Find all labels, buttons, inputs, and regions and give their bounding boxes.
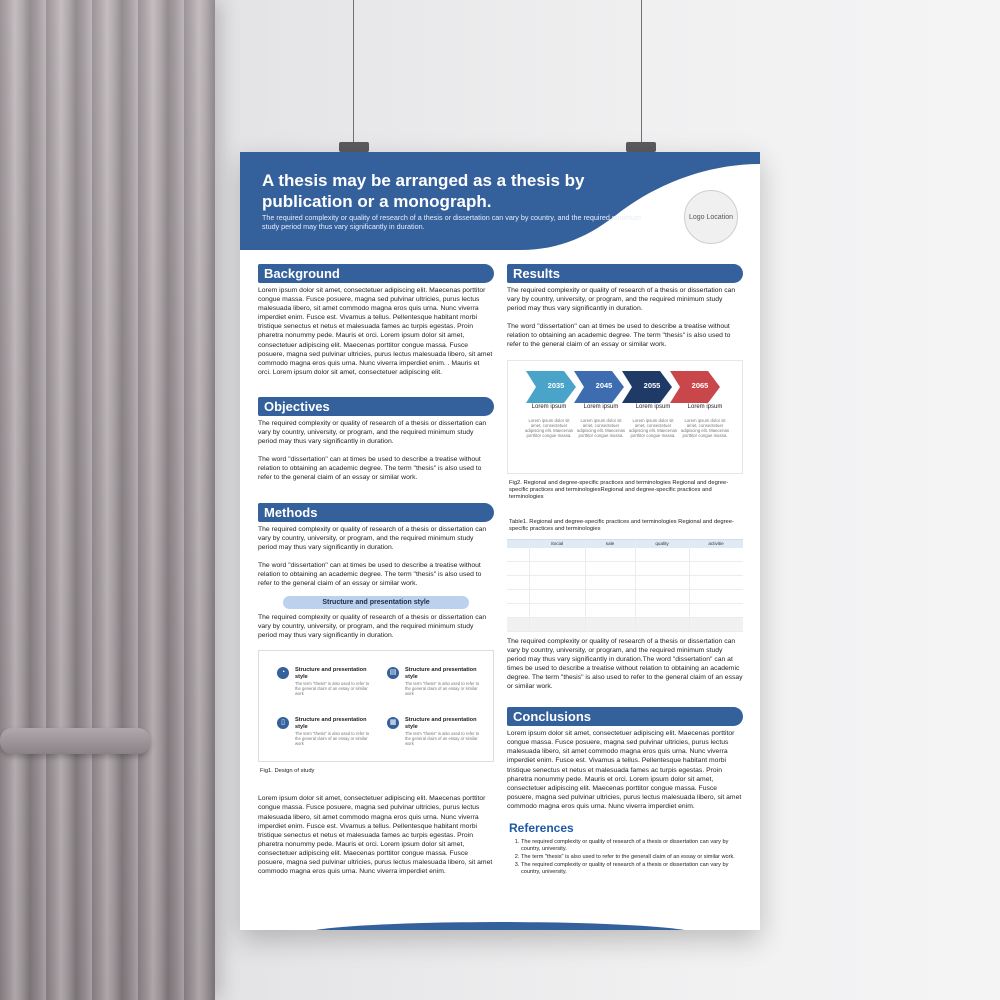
timeline-label: Lorem ipsum: [687, 403, 723, 410]
poster-header: [240, 152, 760, 252]
references-heading: References: [509, 820, 574, 835]
table-header-cell: [507, 540, 529, 548]
methods-paragraph-1: The required complexity or quality of research of a thesis or dissertation can vary by country, university, or program, and the required minimum study period may thus vary significantly in duration.: [258, 525, 487, 551]
timeline-year: 2045: [595, 380, 613, 390]
study-design-figure: [258, 650, 494, 762]
table-header-cell: Social: [550, 540, 564, 546]
methods-paragraph-3: The required complexity or quality of research of a thesis or dissertation can vary by country, university, or program, and the required minimum study period may thus vary significantly in duration.: [258, 614, 487, 640]
objectives-paragraph-2: The word "dissertation" can at times be used to describe a treatise without relation to obtaining an academic degree. The term "thesis" is also used to refer to the general claim of an essay or similar work.: [258, 456, 482, 482]
figure1-caption: Fig1. Design of study: [260, 768, 315, 775]
figure-item-title: Structure and presentation style: [405, 667, 477, 680]
timeline-label: Lorem ipsum: [583, 403, 619, 410]
table-column-divider: [585, 540, 586, 630]
table-header-cell: quality: [655, 540, 669, 546]
left-column: [258, 264, 494, 876]
methods-paragraph-2: The word "dissertation" can at times be used to describe a treatise without relation to obtaining an academic degree. The term "thesis" is also used to refer to the general claim of an essay or similar work.: [258, 561, 482, 587]
table-row: [507, 548, 743, 562]
poster-subtitle: The required complexity or quality of research of a thesis or dissertation can vary by country, and the required minimum study period may thus vary significantly in duration.: [262, 213, 641, 231]
section-heading-methods: Methods: [258, 503, 494, 522]
reference-item: 2. The term "thesis" is also used to refer to the generall claim of an essay or similar work.: [521, 854, 743, 861]
poster-footer-shape: [300, 922, 700, 930]
references-list: [507, 839, 743, 876]
grid-icon: ▦: [387, 717, 399, 729]
results-paragraph-1: The required complexity or quality of research of a thesis or dissertation can vary by country, university, or program, and the required minimum study period may thus vary significantly in duration.: [507, 287, 736, 313]
timeline-year: 2065: [691, 380, 709, 390]
section-heading-conclusions: Conclusions: [507, 707, 743, 726]
conclusions-text: Lorem ipsum dolor sit amet, consectetuer adipiscing elit. Maecenas porttitor congue massa. Fusce posuere, magna sed pulvinar ultricies, purus lectus malesuada libero, sit amet commodo magna eros quis urna. Nunc viverra imperdiet enim. Fusce est. Vivamus a tellus. Pellentesque habitant morbi tristique senectus et netus et malesuada fames ac turpis egestas. Proin pharetra nonummy pede. Mauris et orci. Lorem ipsum dolor sit amet, consectetuer adipiscing elit. Maecenas porttitor congue massa. Fusce posuere, magna sed pulvinar ultricies, purus lectus malesuada libero, sit amet commodo magna eros quis urna. Nunc viverra imperdiet enim.: [507, 730, 742, 810]
table-header-cell: activitie: [708, 540, 724, 546]
hanging-string-left: [353, 0, 354, 145]
figure-item-desc: The term "thesis" is also used to refer to the general claim of an essay or similar work: [295, 681, 370, 697]
pie-chart-icon: ◔: [277, 667, 289, 679]
results-paragraph-2: The word "dissertation" can at times be used to describe a treatise without relation to obtaining an academic degree. The term "thesis" is also used to refer to the general claim of an essay or similar work.: [507, 323, 731, 349]
poster-title: A thesis may be arranged as a thesis by publication or a monograph.: [262, 171, 585, 211]
table1-caption: Table1. Regional and degree-specific practices and terminologies Regional and degree-specific practices and terminologies: [509, 518, 734, 532]
timeline-desc: Lorem ipsum dolor sit amet, consectetuer adipiscing elit. Maecenas porttitor congue massa.: [680, 417, 729, 439]
figure2-caption: Fig2. Regional and degree-specific practices and terminologies Regional and degree-specific practices and terminologiesRegional and degree-specific practices and terminologies: [509, 479, 729, 500]
table-column-divider: [689, 540, 690, 630]
figure-item-title: Structure and presentation style: [295, 717, 367, 730]
section-heading-results: Results: [507, 264, 743, 283]
figure-item-desc: The term "thesis" is also used to refer to the general claim of an essay or similar work: [405, 681, 480, 697]
table-column-divider: [529, 540, 530, 630]
table-row: [507, 604, 743, 618]
curtain: [0, 0, 215, 1000]
background-text: Lorem ipsum dolor sit amet, consectetuer adipiscing elit. Maecenas porttitor congue massa. Fusce posuere, magna sed pulvinar ultricies, purus lectus malesuada libero, sit amet commodo magna eros quis urna. Nunc viverra imperdiet enim. Fusce est. Vivamus a tellus. Pellentesque habitant morbi tristique senectus et netus et malesuada fames ac turpis egestas. Proin pharetra nonummy pede. Mauris et orci. Lorem ipsum dolor sit amet, consectetuer adipiscing elit. Maecenas porttitor congue massa. Fusce posuere, magna sed pulvinar ultricies, purus lectus malesuada libero, sit amet commodo magna eros quis urna. Nunc viverra imperdiet enim. . Mauris et orci. Lorem ipsum dolor sit amet, consectetuer adipiscing elit.: [258, 287, 493, 376]
timeline-year: 2055: [643, 380, 661, 390]
reference-item: 1. The required complexity or quality of research of a thesis or dissertation can vary by country, university.: [521, 839, 743, 853]
poster-clip-right: [626, 142, 656, 152]
reference-item: 3. The required complexity or quality of research of a thesis or dissertation can vary by country, university.: [521, 862, 743, 876]
table-header-row: [507, 540, 743, 548]
table-header-cell: sale: [605, 540, 615, 546]
poster: [240, 152, 760, 930]
timeline-year: 2035: [547, 380, 565, 390]
timeline-label: Lorem ipsum: [531, 403, 567, 410]
timeline-desc: Lorem ipsum dolor sit amet, consectetuer adipiscing elit. Maecenas porttitor congue massa.: [524, 417, 573, 439]
table-row: [507, 618, 743, 632]
table-column-divider: [635, 540, 636, 630]
document-icon: ▯: [277, 717, 289, 729]
timeline-desc: Lorem ipsum dolor sit amet, consectetuer adipiscing elit. Maecenas porttitor congue massa.: [576, 417, 625, 439]
timeline-label: Lorem ipsum: [635, 403, 671, 410]
right-column: [507, 264, 743, 877]
figure-item-desc: The term "thesis" is also used to refer to the general claim of an essay or similar work: [295, 731, 370, 747]
structure-style-pill: Structure and presentation style: [283, 596, 469, 609]
logo-placeholder: Logo Location: [684, 190, 738, 244]
timeline-desc: Lorem ipsum dolor sit amet, consectetuer adipiscing elit. Maecenas porttitor congue massa.: [628, 417, 677, 439]
table-row: [507, 562, 743, 576]
results-table: [507, 539, 743, 630]
curtain-tieback: [0, 728, 150, 754]
section-heading-objectives: Objectives: [258, 397, 494, 416]
results-paragraph-3: The required complexity or quality of research of a thesis or dissertation can vary by country, university, or program, and the required minimum study period may thus vary significantly in duration.The word "dissertation" can at times be used to describe a treatise without relation to obtaining an academic degree. The term "thesis" is also used to refer to the general claim of an essay or similar work.: [507, 637, 743, 691]
figure-item-title: Structure and presentation style: [295, 667, 367, 680]
figure-item-title: Structure and presentation style: [405, 717, 477, 730]
objectives-paragraph-1: The required complexity or quality of research of a thesis or dissertation can vary by country, university, or program, and the required minimum study period may thus vary significantly in duration.: [258, 419, 487, 446]
figure-item-desc: The term "thesis" is also used to refer to the general claim of an essay or similar work: [405, 731, 480, 747]
table-row: [507, 590, 743, 604]
table-row: [507, 576, 743, 590]
bar-chart-icon: ▤: [387, 667, 399, 679]
methods-paragraph-4: Lorem ipsum dolor sit amet, consectetuer adipiscing elit. Maecenas porttitor congue massa. Fusce posuere, magna sed pulvinar ultricies, purus lectus malesuada libero, sit amet commodo magna eros quis urna. Nunc viverra imperdiet enim. Fusce est. Vivamus a tellus. Pellentesque habitant morbi tristique senectus et netus et malesuada fames ac turpis egestas. Proin pharetra nonummy pede. Mauris et orci. Lorem ipsum dolor sit amet, consectetuer adipiscing elit. Maecenas porttitor congue massa. Fusce posuere, magna sed pulvinar ultricies, purus lectus malesuada libero, sit amet commodo magna eros quis urna. Nunc viverra imperdiet enim.: [258, 795, 493, 876]
timeline-figure: [507, 360, 743, 474]
section-heading-background: Background: [258, 264, 494, 283]
hanging-string-right: [641, 0, 642, 145]
poster-clip-left: [339, 142, 369, 152]
